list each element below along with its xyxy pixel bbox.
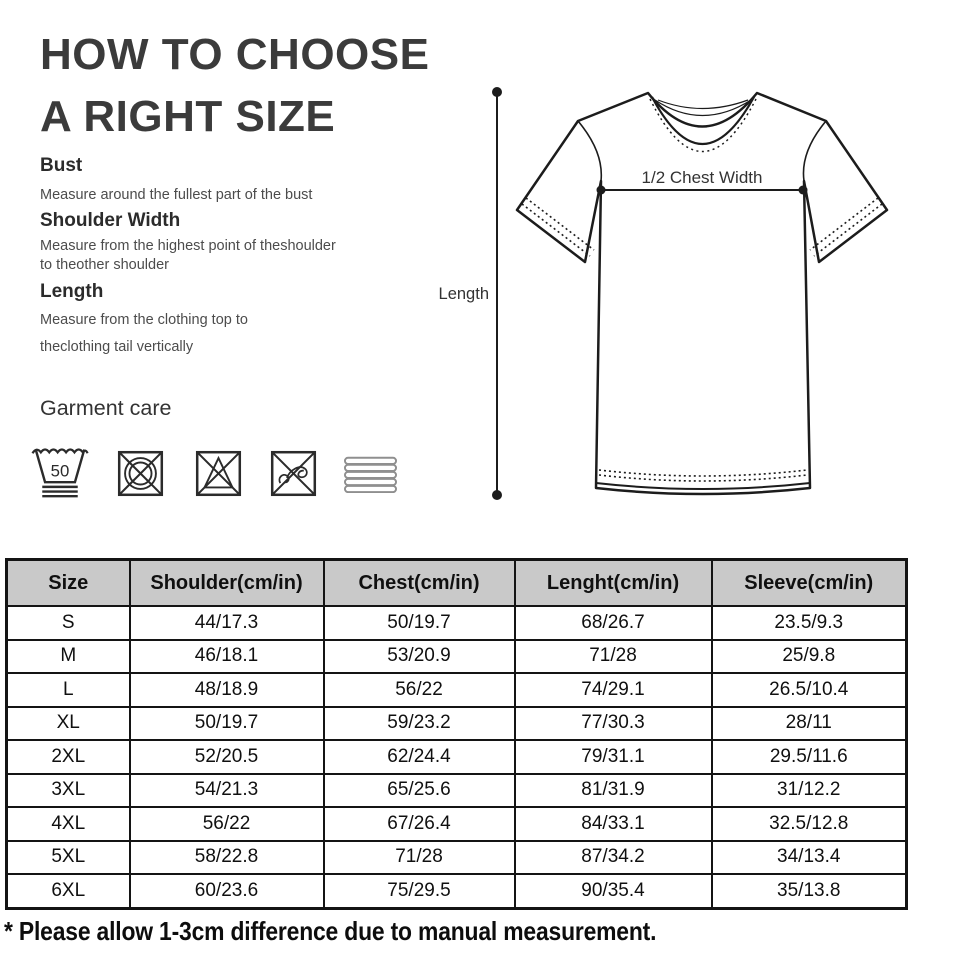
measurement-cell: 25/9.8: [712, 640, 907, 674]
column-header: Size: [7, 560, 130, 607]
size-cell: 2XL: [7, 740, 130, 774]
measurement-cell: 62/24.4: [324, 740, 515, 774]
column-header: Sleeve(cm/in): [712, 560, 907, 607]
column-header: Chest(cm/in): [324, 560, 515, 607]
table-row: [7, 640, 907, 674]
measurement-cell: 32.5/12.8: [712, 807, 907, 841]
measurement-cell: 59/23.2: [324, 707, 515, 741]
measurement-cell: 67/26.4: [324, 807, 515, 841]
do-not-tumble-dry-icon: [117, 450, 164, 497]
bust-description: Measure around the fullest part of the bust: [40, 187, 313, 203]
size-cell: S: [7, 606, 130, 640]
wash-50-icon: [30, 443, 90, 499]
measurement-cell: 60/23.6: [130, 874, 324, 908]
size-table-header-row: [7, 560, 907, 607]
tshirt-outline: [517, 93, 887, 494]
garment-care-heading: Garment care: [40, 396, 172, 420]
measurement-cell: 50/19.7: [130, 707, 324, 741]
measurement-cell: 90/35.4: [515, 874, 712, 908]
size-cell: M: [7, 640, 130, 674]
chest-width-label: 1/2 Chest Width: [641, 168, 763, 187]
measurement-cell: 77/30.3: [515, 707, 712, 741]
measurement-cell: 56/22: [130, 807, 324, 841]
measurement-cell: 52/20.5: [130, 740, 324, 774]
shoulder-width-heading: Shoulder Width: [40, 210, 181, 231]
table-row: [7, 874, 907, 908]
measurement-cell: 34/13.4: [712, 841, 907, 875]
do-not-wring-icon: [270, 450, 317, 497]
measurement-cell: 79/31.1: [515, 740, 712, 774]
measurement-cell: 68/26.7: [515, 606, 712, 640]
dry-flat-stack-icon: [342, 456, 399, 493]
measurement-cell: 35/13.8: [712, 874, 907, 908]
tshirt-diagram: [420, 80, 900, 510]
length-description-line-2: theclothing tail vertically: [40, 339, 194, 355]
size-cell: 4XL: [7, 807, 130, 841]
measurement-cell: 31/12.2: [712, 774, 907, 808]
measurement-cell: 84/33.1: [515, 807, 712, 841]
table-row: [7, 606, 907, 640]
table-row: [7, 673, 907, 707]
table-row: [7, 774, 907, 808]
measurement-cell: 56/22: [324, 673, 515, 707]
size-cell: 3XL: [7, 774, 130, 808]
measurement-cell: 48/18.9: [130, 673, 324, 707]
measurement-cell: 46/18.1: [130, 640, 324, 674]
page-title-line-2: A RIGHT SIZE: [40, 92, 336, 141]
measurement-cell: 75/29.5: [324, 874, 515, 908]
bust-heading: Bust: [40, 155, 83, 176]
measurement-cell: 53/20.9: [324, 640, 515, 674]
size-table: [5, 558, 908, 910]
shoulder-width-description-line-2: to theother shoulder: [40, 257, 169, 273]
length-label: Length: [438, 285, 489, 303]
page-title-line-1: HOW TO CHOOSE: [40, 30, 430, 79]
table-row: [7, 807, 907, 841]
shoulder-width-description-line-1: Measure from the highest point of theshoulder: [40, 238, 336, 254]
measurement-cell: 54/21.3: [130, 774, 324, 808]
measurement-cell: 50/19.7: [324, 606, 515, 640]
size-cell: L: [7, 673, 130, 707]
column-header: Lenght(cm/in): [515, 560, 712, 607]
measurement-cell: 71/28: [324, 841, 515, 875]
wash-temperature-label: 50: [50, 461, 70, 481]
measurement-footnote: * Please allow 1-3cm difference due to manual measurement.: [4, 916, 657, 946]
measurement-cell: 28/11: [712, 707, 907, 741]
table-row: [7, 707, 907, 741]
size-table-body: [7, 606, 907, 908]
measurement-cell: 58/22.8: [130, 841, 324, 875]
measurement-cell: 23.5/9.3: [712, 606, 907, 640]
measurement-cell: 74/29.1: [515, 673, 712, 707]
size-cell: 5XL: [7, 841, 130, 875]
size-cell: 6XL: [7, 874, 130, 908]
measurement-cell: 29.5/11.6: [712, 740, 907, 774]
length-heading: Length: [40, 281, 104, 302]
column-header: Shoulder(cm/in): [130, 560, 324, 607]
table-row: [7, 841, 907, 875]
measurement-cell: 71/28: [515, 640, 712, 674]
measurement-cell: 44/17.3: [130, 606, 324, 640]
measurement-cell: 81/31.9: [515, 774, 712, 808]
measurement-cell: 26.5/10.4: [712, 673, 907, 707]
length-description-line-1: Measure from the clothing top to: [40, 312, 248, 328]
measurement-cell: 65/25.6: [324, 774, 515, 808]
length-measure-line: [439, 87, 502, 500]
do-not-bleach-icon: [195, 450, 242, 497]
table-row: [7, 740, 907, 774]
size-cell: XL: [7, 707, 130, 741]
measurement-cell: 87/34.2: [515, 841, 712, 875]
